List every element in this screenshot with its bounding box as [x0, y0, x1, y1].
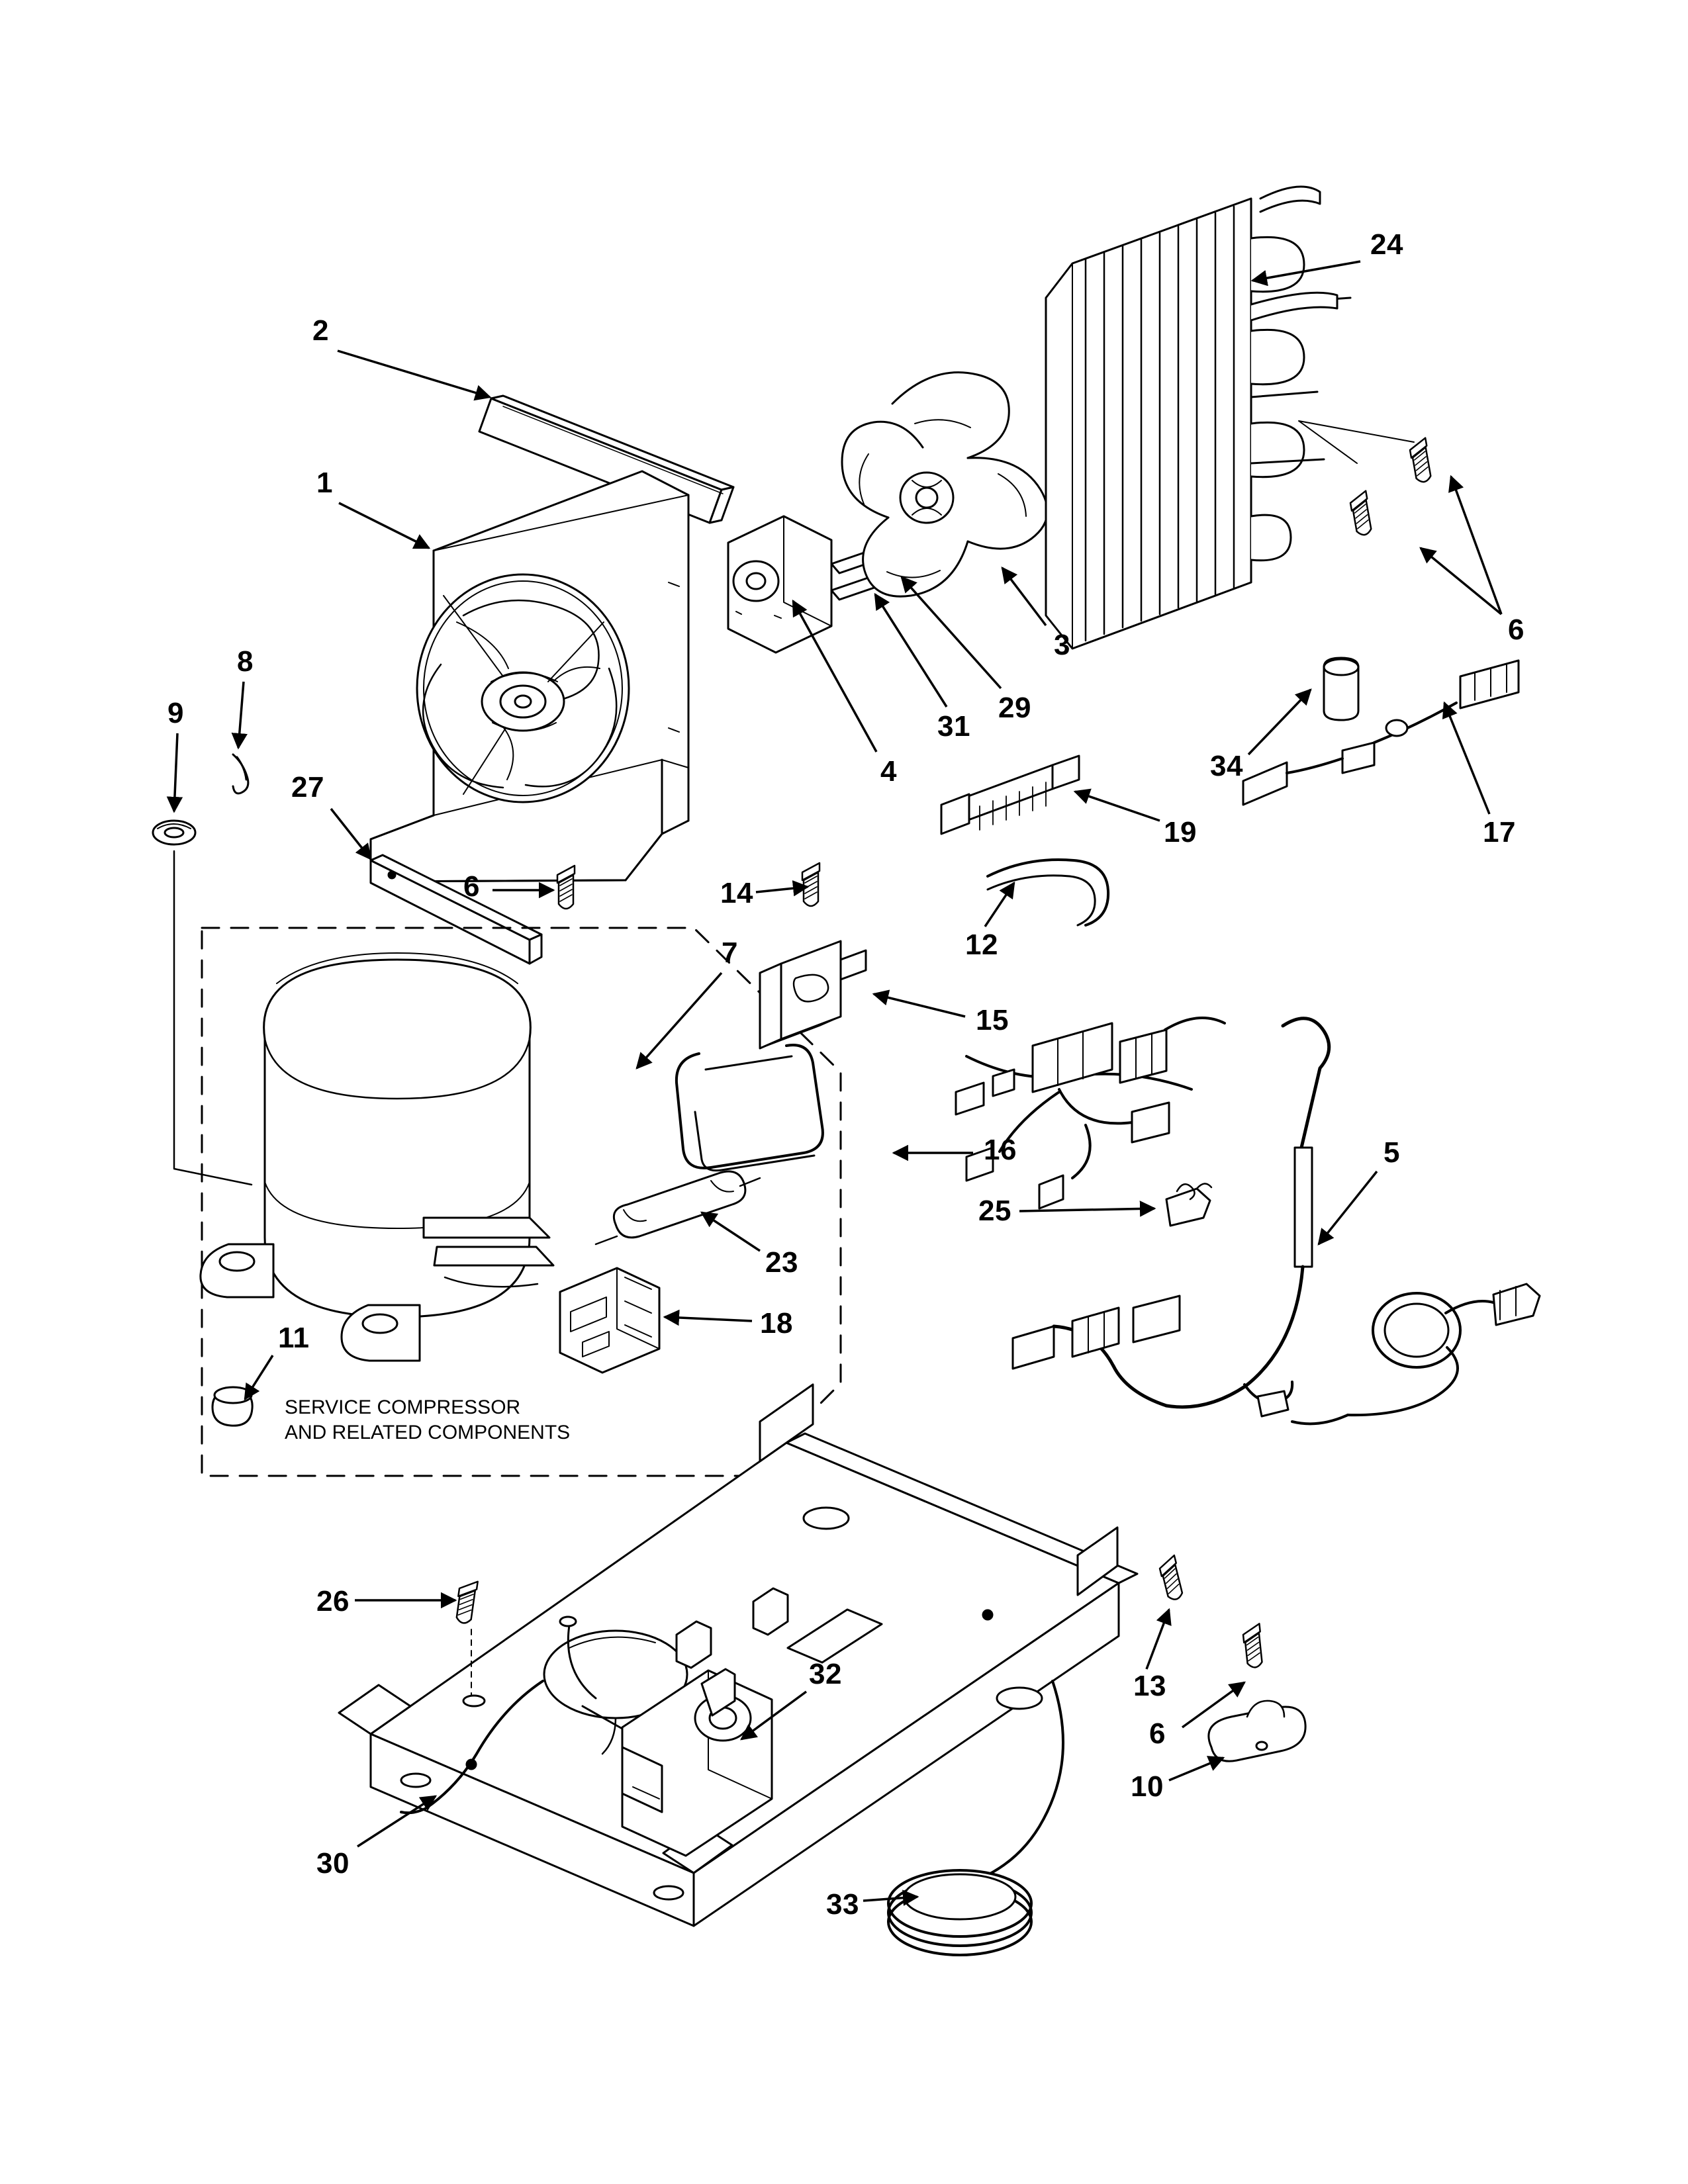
- part-14-screw: [802, 863, 820, 906]
- part-15-solenoid: [760, 941, 866, 1048]
- service-note-line-2: AND RELATED COMPONENTS: [285, 1421, 571, 1443]
- callout-2: 2: [312, 314, 329, 347]
- callout-4: 4: [880, 755, 897, 788]
- callout-19: 19: [1164, 816, 1197, 848]
- callout-17: 17: [1483, 816, 1516, 848]
- callout-6-base: 6: [1149, 1717, 1166, 1750]
- part-19-tie-strap: [941, 756, 1079, 834]
- callout-6-condenser: 6: [1508, 614, 1524, 646]
- part-18-relay-overload: [560, 1268, 659, 1373]
- callout-8: 8: [237, 645, 254, 678]
- part-8-clip: [233, 754, 248, 794]
- service-note-line-1: SERVICE COMPRESSOR: [285, 1396, 521, 1418]
- part-5-power-cord: [1013, 1019, 1540, 1424]
- callout-3: 3: [1054, 629, 1070, 661]
- part-11-compressor: [201, 953, 553, 1426]
- part-16-wire-bracket: [677, 1045, 823, 1171]
- callout-16: 16: [984, 1134, 1017, 1166]
- callout-25: 25: [978, 1195, 1011, 1227]
- callout-26: 26: [316, 1585, 350, 1617]
- part-13-screw: [1158, 1555, 1185, 1601]
- part-1-fan-shroud: [371, 471, 688, 909]
- callout-1: 1: [316, 467, 333, 499]
- routing-line-9: [174, 851, 252, 1185]
- callout-34: 34: [1210, 750, 1243, 782]
- callout-24: 24: [1370, 228, 1403, 261]
- part-3-fan-blade: [842, 373, 1047, 597]
- callout-13: 13: [1133, 1670, 1166, 1702]
- callout-10: 10: [1131, 1770, 1164, 1803]
- callout-31: 31: [937, 710, 970, 743]
- callout-15: 15: [976, 1004, 1009, 1036]
- part-6c-screw: [1243, 1623, 1264, 1668]
- callout-11: 11: [278, 1322, 310, 1354]
- callout-7: 7: [722, 936, 738, 969]
- callout-32: 32: [809, 1658, 842, 1690]
- part-12-drain-tube: [988, 860, 1108, 925]
- part-30-base-panel: [339, 1385, 1137, 1926]
- callout-33: 33: [826, 1888, 859, 1921]
- wiring-harness-center: [956, 1018, 1225, 1208]
- part-9-grommet: [153, 821, 195, 844]
- service-compressor-note: [285, 1395, 570, 1445]
- callout-9: 9: [167, 697, 184, 729]
- callout-14: 14: [720, 877, 753, 909]
- callout-12: 12: [965, 929, 998, 961]
- callout-29: 29: [998, 692, 1031, 724]
- callout-6-shroud: 6: [463, 870, 480, 903]
- callout-18: 18: [760, 1307, 793, 1340]
- part-10-clamp: [1209, 1701, 1305, 1761]
- part-34-spacer: [1324, 658, 1358, 720]
- part-25-clip: [1166, 1183, 1211, 1226]
- callout-23: 23: [765, 1246, 798, 1279]
- callout-5: 5: [1383, 1136, 1400, 1169]
- callout-30: 30: [316, 1847, 350, 1880]
- callout-27: 27: [291, 771, 324, 803]
